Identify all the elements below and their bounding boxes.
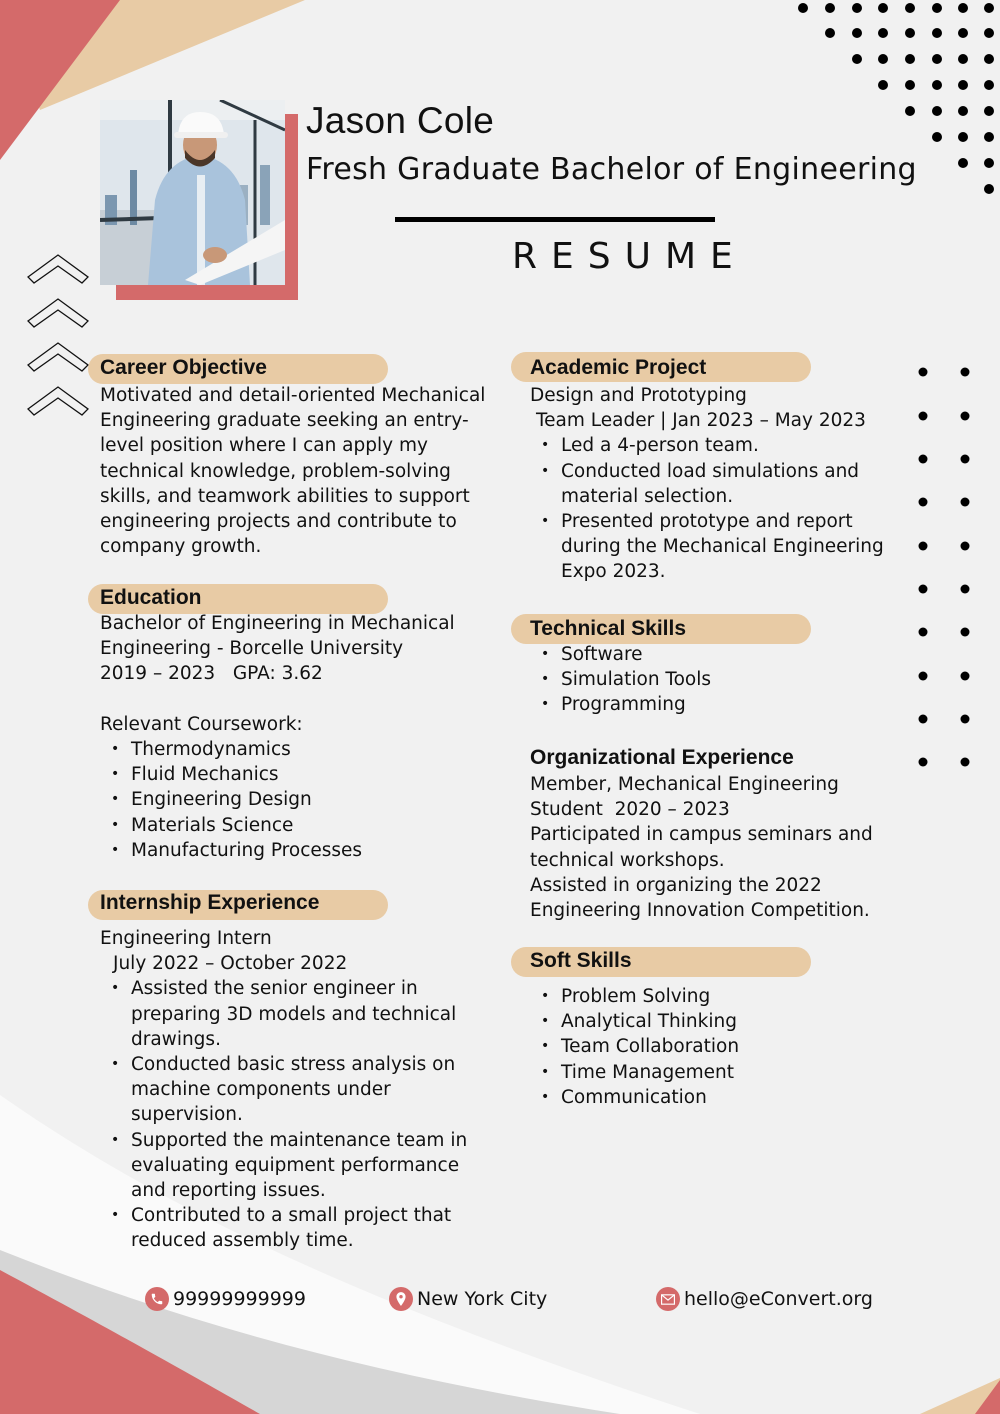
organizational-experience-text <box>530 772 873 923</box>
list-item: • Analytical Thinking <box>561 1009 739 1034</box>
list-item: • Problem Solving <box>561 984 739 1009</box>
dot-grid-right <box>919 368 970 767</box>
candidate-subtitle: Fresh Graduate Bachelor of Engineering <box>306 152 917 187</box>
list-item: • Thermodynamics <box>131 737 455 762</box>
list-item: • Manufacturing Processes <box>131 838 455 863</box>
text-line: Motivated and detail-oriented Mechanical <box>100 385 486 406</box>
list-item: • Communication <box>561 1085 739 1110</box>
contact-email <box>656 1287 873 1311</box>
internship-bullets <box>100 976 467 1253</box>
technical-skills-text <box>530 642 711 718</box>
email-link[interactable]: hello@eConvert.org <box>684 1288 873 1310</box>
list-item: • Simulation Tools <box>561 667 711 692</box>
role-line: Engineering Intern <box>100 928 272 949</box>
text-line: Member, Mechanical Engineering <box>530 774 839 795</box>
text-line: Engineering graduate seeking an entry- <box>100 410 469 432</box>
phone-icon <box>145 1287 169 1311</box>
text-line: technical knowledge, problem-solving <box>100 460 451 482</box>
soft-skills-text <box>530 984 739 1110</box>
list-item: • Engineering Design <box>131 787 455 812</box>
list-item: • Contributed to a small project that reduced assembly time. <box>131 1203 467 1253</box>
coursework-label: Relevant Coursework: <box>100 713 303 735</box>
academic-project-text <box>530 383 884 585</box>
project-role-dates: Team Leader | Jan 2023 – May 2023 <box>536 410 866 432</box>
internship-text <box>100 926 467 1254</box>
list-item: • Led a 4-person team. <box>561 433 884 458</box>
document-title: RESUME <box>512 236 747 277</box>
text-line: skills, and teamwork abilities to support <box>100 485 470 507</box>
text-line: Participated in campus seminars and <box>530 824 873 846</box>
education-text <box>100 611 455 863</box>
dates-gpa-line: 2019 – 2023 GPA: 3.62 <box>100 663 323 685</box>
text-line: engineering projects and contribute to <box>100 511 457 533</box>
list-item: • Materials Science <box>131 813 455 838</box>
list-item: • Programming <box>561 692 711 717</box>
candidate-name: Jason Cole <box>306 100 495 141</box>
career-objective-text <box>100 383 485 559</box>
list-item: • Time Management <box>561 1060 739 1085</box>
list-item: • Software <box>561 642 711 667</box>
organizational-experience-heading: Organizational Experience <box>530 746 794 769</box>
text-line: Engineering Innovation Competition. <box>530 900 870 922</box>
list-item: • Fluid Mechanics <box>131 762 455 787</box>
soft-skills-list <box>530 984 739 1110</box>
contact-phone <box>145 1287 306 1311</box>
university-line: Engineering - Borcelle University <box>100 638 404 660</box>
chevron-up-stack-icon <box>28 255 88 415</box>
list-item: • Assisted the senior engineer in preparing 3D models and technical drawings. <box>131 976 467 1052</box>
internship-heading: Internship Experience <box>100 891 320 914</box>
map-pin-icon <box>389 1287 413 1311</box>
technical-skills-heading: Technical Skills <box>530 617 687 640</box>
text-line: company growth. <box>100 536 262 558</box>
soft-skills-heading: Soft Skills <box>530 949 632 972</box>
title-divider <box>395 217 715 222</box>
technical-skills-list <box>530 642 711 718</box>
education-heading: Education <box>100 586 202 609</box>
text-line: technical workshops. <box>530 849 725 871</box>
degree-line: Bachelor of Engineering in Mechanical <box>100 613 455 634</box>
profile-photo <box>100 100 285 285</box>
project-bullets <box>530 433 884 584</box>
location-text: New York City <box>417 1288 548 1310</box>
academic-project-heading: Academic Project <box>530 356 707 379</box>
text-line: level position where I can apply my <box>100 435 428 457</box>
coursework-list <box>100 737 455 863</box>
project-name: Design and Prototyping <box>530 385 747 406</box>
phone-number[interactable]: 99999999999 <box>173 1288 306 1310</box>
engineer-portrait-image <box>100 100 285 285</box>
list-item: • Conducted basic stress analysis on machine components under supervision. <box>131 1052 467 1128</box>
contact-location <box>389 1287 547 1311</box>
career-objective-heading: Career Objective <box>100 356 267 379</box>
dates-line: July 2022 – October 2022 <box>113 953 348 975</box>
envelope-icon <box>656 1287 680 1311</box>
list-item: • Team Collaboration <box>561 1034 739 1059</box>
text-line: Student 2020 – 2023 <box>530 799 730 821</box>
text-line: Assisted in organizing the 2022 <box>530 874 822 896</box>
list-item: • Supported the maintenance team in evaluating equipment performance and reporting issues. <box>131 1128 467 1204</box>
list-item: • Presented prototype and report during the Mechanical Engineering Expo 2023. <box>561 509 884 585</box>
list-item: • Conducted load simulations and material selection. <box>561 459 884 509</box>
